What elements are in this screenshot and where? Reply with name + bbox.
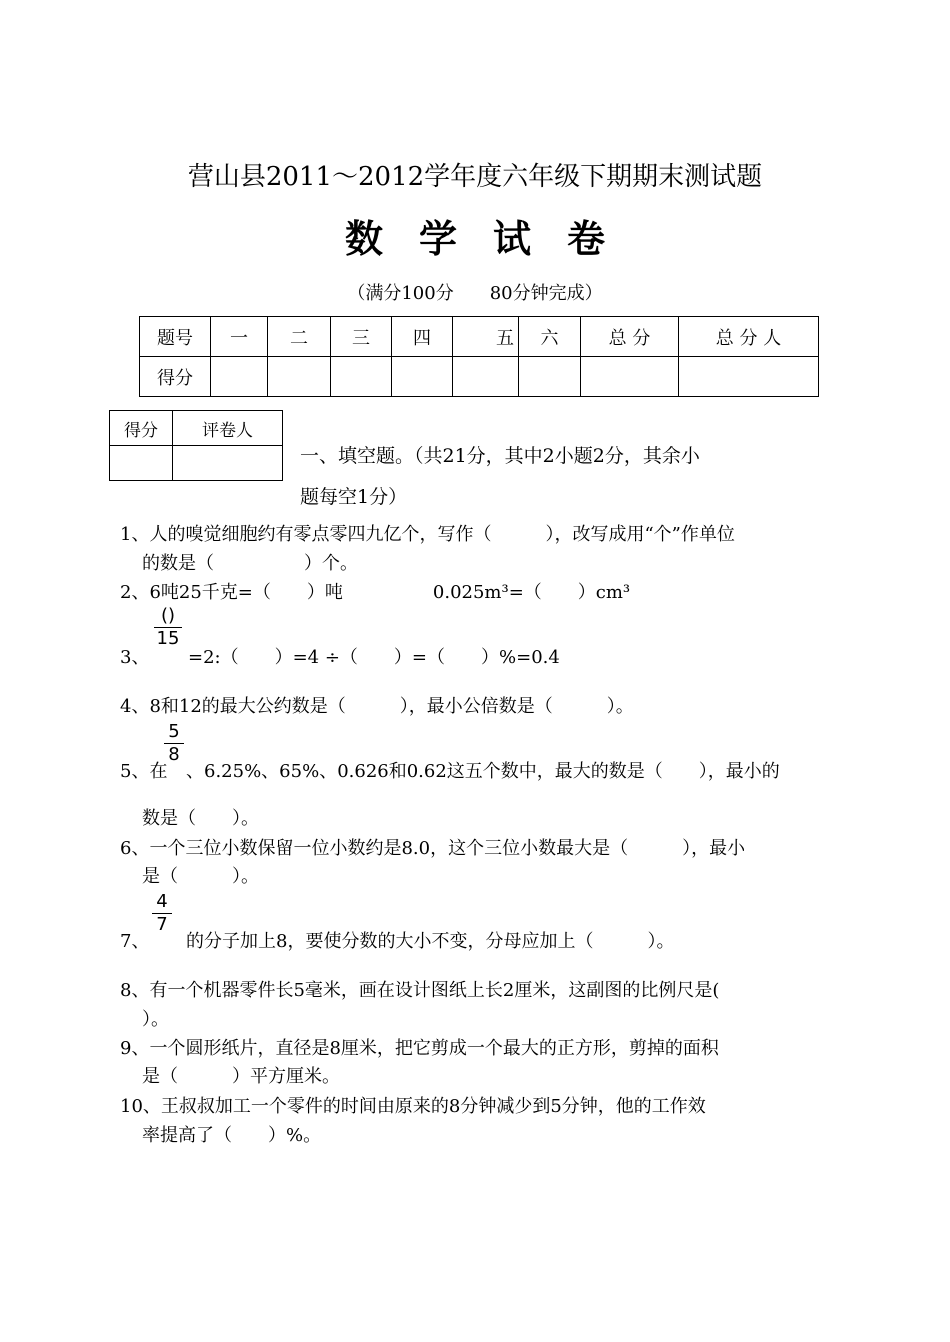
grader-score-cell[interactable] [110, 446, 173, 481]
question-7-prefix: 7、 [120, 931, 150, 952]
score-header-cell: 六 [519, 317, 581, 357]
score-header-cell: 总 分 [581, 317, 679, 357]
fraction-numerator: () [160, 605, 176, 626]
grader-table [109, 410, 283, 481]
question-5-text: 、6.25%、65%、0.626和0.62这五个数中，最大的数是（ ），最小的 [186, 761, 780, 782]
question-10-line2: 率提高了（ ）%。 [142, 1125, 322, 1146]
score-header-cell: 二 [268, 317, 331, 357]
score-entry-cell[interactable] [581, 357, 679, 397]
question-8-line2: ）。 [142, 1009, 169, 1030]
question-3-fraction [154, 606, 182, 649]
section-title-line2: 题每空1分） [300, 486, 408, 508]
question-3-text: =2:（ ）=4 ÷（ ）=（ ）%=0.4 [188, 647, 560, 668]
fraction-denominator: 15 [156, 628, 180, 649]
grader-score-header: 得分 [110, 411, 173, 446]
score-entry-cell[interactable] [519, 357, 581, 397]
exam-info: （满分100分 80分钟完成） [347, 283, 603, 304]
score-header-cell: 三 [331, 317, 392, 357]
exam-title: 营山县2011～2012学年度六年级下期期末测试题 [187, 162, 763, 192]
question-9-line2: 是（ ）平方厘米。 [142, 1066, 340, 1087]
question-6-line1: 6、一个三位小数保留一位小数约是8.0，这个三位小数最大是（ ），最小 [120, 838, 746, 859]
subject-title: 数学试卷 [344, 216, 641, 261]
fraction-numerator: 5 [168, 721, 180, 742]
question-7-fraction [152, 892, 172, 935]
fraction-denominator: 8 [168, 744, 180, 765]
score-header-cell: 总 分 人 [679, 317, 819, 357]
question-5-fraction [164, 722, 184, 765]
score-header-cell: 四 [392, 317, 453, 357]
score-table [139, 316, 819, 397]
score-table-header-row [140, 317, 819, 357]
score-entry-cell[interactable] [331, 357, 392, 397]
question-4: 4、8和12的最大公约数是（ ），最小公倍数是（ ）。 [120, 696, 634, 717]
score-entry-cell[interactable] [392, 357, 453, 397]
question-8-line1: 8、有一个机器零件长5毫米，画在设计图纸上长2厘米，这副图的比例尺是( [120, 980, 720, 1001]
question-9-line1: 9、一个圆形纸片，直径是8厘米，把它剪成一个最大的正方形，剪掉的面积 [120, 1038, 719, 1059]
score-entry-cell[interactable] [679, 357, 819, 397]
question-5-line2: 数是（ ）。 [142, 808, 259, 829]
score-header-cell: 一 [211, 317, 268, 357]
grader-name-header: 评卷人 [173, 411, 283, 446]
question-1-line1: 1、人的嗅觉细胞约有零点零四九亿个，写作（ ），改写成用“个”作单位 [120, 524, 735, 545]
fraction-numerator: 4 [156, 891, 168, 912]
score-table-score-row [140, 357, 819, 397]
score-entry-cell[interactable] [211, 357, 268, 397]
fraction-denominator: 7 [156, 914, 168, 935]
question-5-prefix: 5、在 [120, 761, 168, 782]
score-header-cell: 题号 [140, 317, 211, 357]
question-6-line2: 是（ ）。 [142, 866, 259, 887]
question-3-prefix: 3、 [120, 647, 150, 668]
question-1-line2: 的数是（ ）个。 [142, 553, 358, 574]
question-2: 2、6吨25千克=（ ）吨 0.025m³=（ ）cm³ [120, 582, 631, 603]
score-header-cell: 五 [453, 317, 519, 357]
score-row-label: 得分 [140, 357, 211, 397]
section-title-line1: 一、填空题。（共21分，其中2小题2分，其余小 [300, 445, 700, 467]
score-entry-cell[interactable] [453, 357, 519, 397]
grader-name-cell[interactable] [173, 446, 283, 481]
score-entry-cell[interactable] [268, 357, 331, 397]
question-10-line1: 10、王叔叔加工一个零件的时间由原来的8分钟减少到5分钟，他的工作效 [120, 1096, 706, 1117]
question-7-text: 的分子加上8，要使分数的大小不变，分母应加上（ ）。 [186, 931, 675, 952]
